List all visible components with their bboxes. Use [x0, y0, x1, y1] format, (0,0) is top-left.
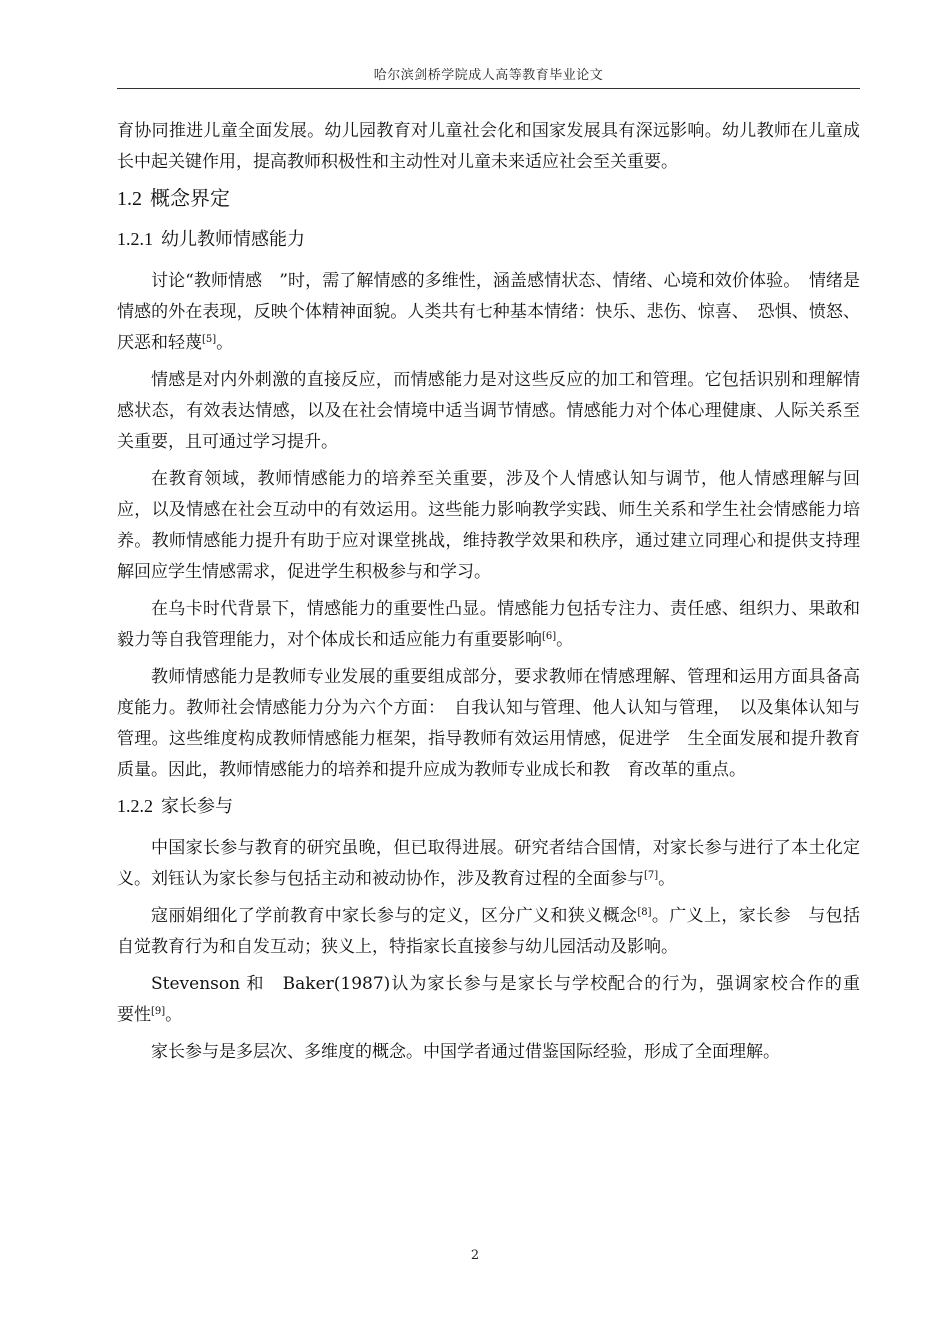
heading-number: 1.2.1 — [117, 229, 153, 249]
paragraph-end: 。 — [658, 869, 676, 889]
paragraph-end: 。 — [165, 1005, 183, 1025]
section-heading-1-2 — [117, 184, 860, 213]
paragraph-text: 情感是对内外刺激的直接反应，而情感能力是对这些反应的加工和管理。它包括识别和理解情感状态，有效表达情感，以及在社会情境中适当调节情感。情感能力对个体心理健康、人际关系至关重要，且可通过学习提升。 — [117, 370, 860, 452]
paragraph-education-field — [117, 464, 860, 588]
paragraph-text: 育协同推进儿童全面发展。幼儿园教育对儿童社会化和国家发展具有深远影响。幼儿教师在儿童成长中起关键作用，提高教师积极性和主动性对儿童未来适应社会至关重要。 — [117, 121, 860, 172]
heading-number: 1.2 — [117, 188, 142, 210]
citation-ref: [6] — [542, 631, 557, 642]
header-divider — [117, 88, 860, 89]
paragraph-text: 讨论“教师情感 ”时，需了解情感的多维性，涵盖感情状态、情绪、心境和效价体验。 情绪是情感的外在表现，反映个体精神面貌。人类共有七种基本情绪：快乐、悲伤、惊喜、 恐惧、愤怒、厌恶和轻蔑 — [117, 271, 860, 353]
citation-ref: [8] — [637, 907, 652, 918]
paragraph-vuca-era — [117, 594, 860, 656]
heading-text: 概念界定 — [150, 186, 230, 210]
paragraph-emotional-ability — [117, 365, 860, 458]
paragraph-text: 在教育领域，教师情感能力的培养至关重要，涉及个人情感认知与调节，他人情感理解与回应，以及情感在社会互动中的有效运用。这些能力影响教学实践、师生关系和学生社会情感能力培养。教师情感能力提升有助于应对课堂挑战，维持教学效果和秩序，通过建立同理心和提供支持理解回应学生情感需求，促进学生积极参与和学习。 — [117, 469, 860, 582]
paragraph-end: 。广义上，家长参 与包括自觉教育行为和自发互动；狭义上，特指家长直接参与幼儿园活动及影响。 — [117, 906, 861, 957]
paragraph-text: 中国家长参与教育的研究虽晚，但已取得进展。研究者结合国情，对家长参与进行了本土化定义。刘钰认为家长参与包括主动和被动协作，涉及教育过程的全面参与 — [117, 838, 860, 889]
document-body — [117, 116, 877, 1074]
paragraph-text: 在乌卡时代背景下，情感能力的重要性凸显。情感能力包括专注力、责任感、组织力、果敢和毅力等自我管理能力，对个体成长和适应能力有重要影响 — [117, 599, 860, 650]
paragraph-parent-research — [117, 833, 860, 895]
paragraph-teacher-emotion — [117, 266, 860, 359]
citation-ref: [9] — [151, 1006, 166, 1017]
paragraph-text: Stevenson 和 Baker(1987)认为家长参与是家长与学校配合的行为，强调家校合作的重 要性 — [117, 974, 877, 1025]
section-heading-1-2-1 — [117, 225, 860, 254]
paragraph-text: 寇丽娟细化了学前教育中家长参与的定义，区分广义和狭义概念 — [151, 906, 638, 926]
paragraph-stevenson-baker — [117, 969, 877, 1031]
heading-text: 幼儿教师情感能力 — [161, 229, 305, 250]
paragraph-end: 。 — [556, 630, 574, 650]
page-header: 哈尔滨剑桥学院成人高等教育毕业论文 — [373, 68, 604, 83]
citation-ref: [7] — [644, 870, 659, 881]
heading-number: 1.2.2 — [117, 796, 153, 816]
paragraph-professional-development — [117, 662, 860, 786]
paragraph-end: 。 — [216, 333, 234, 353]
citation-ref: [5] — [202, 334, 217, 345]
section-heading-1-2-2 — [117, 792, 860, 821]
paragraph-kou-lijuan — [117, 901, 860, 963]
paragraph-text: 家长参与是多层次、多维度的概念。中国学者通过借鉴国际经验，形成了全面理解。 — [151, 1042, 780, 1062]
heading-text: 家长参与 — [161, 796, 233, 817]
paragraph-continuation — [117, 116, 860, 178]
paragraph-text: 教师情感能力是教师专业发展的重要组成部分，要求教师在情感理解、管理和运用方面具备高度能力。教师社会情感能力分为六个方面： 自我认知与管理、他人认知与管理， 以及集体认知与管理。这些维度构成教师情感能力框架，指导教师有效运用情感，促进学 生全面发展和提升教育质量。因此，教师情感能力的培养和提升应成为教师专业成长和教 育改革的重点。 — [117, 667, 860, 780]
page-number: 2 — [470, 1248, 480, 1263]
paragraph-summary — [117, 1037, 860, 1068]
